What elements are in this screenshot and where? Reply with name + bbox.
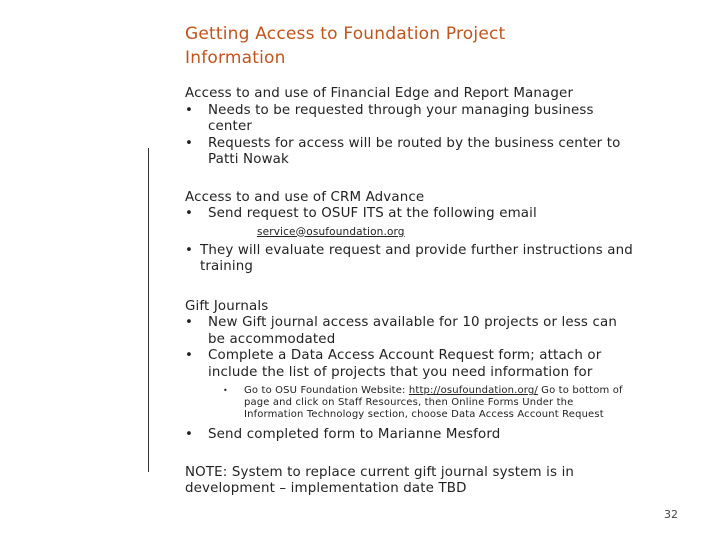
- list-item: [185, 103, 635, 136]
- bullet-icon: •: [185, 427, 194, 442]
- section-heading-financial-edge: Access to and use of Financial Edge and Report Manager: [185, 86, 574, 101]
- list-item-text: Needs to be requested through your managing business center: [208, 102, 594, 134]
- osu-foundation-link[interactable]: http://osufoundation.org/: [408, 385, 538, 396]
- list-item: [185, 136, 635, 169]
- vertical-divider: [148, 148, 149, 472]
- list-item: [185, 315, 635, 348]
- bullet-icon: •: [223, 386, 228, 395]
- page-number: 32: [664, 508, 678, 521]
- sub-item-prefix: Go to OSU Foundation Website:: [244, 385, 409, 396]
- list-item-text: Requests for access will be routed by the business center to Patti Nowak: [208, 135, 621, 167]
- list-item-text: They will evaluate request and provide further instructions and training: [200, 242, 633, 274]
- list-item-text: New Gift journal access available for 10 projects or less can be accommodated: [208, 315, 617, 347]
- email-row: [185, 226, 635, 243]
- bullet-icon: •: [185, 102, 194, 118]
- list-item-text: Complete a Data Access Account Request form; attach or include the list of projects that you need information for: [208, 348, 602, 380]
- sub-item-suffix: Go to bottom of page and click on Staff Resources, then Online Forms Under the Information Technology section, choose Data Access Account Request: [244, 385, 623, 420]
- bullet-icon: •: [185, 206, 194, 221]
- list-item: [185, 243, 635, 276]
- section-heading-crm-advance: Access to and use of CRM Advance: [185, 189, 425, 205]
- list-item-text: Send completed form to Marianne Mesford: [208, 427, 501, 442]
- list-item: [185, 427, 635, 444]
- list-item-text: Send request to OSUF ITS at the following email: [208, 206, 537, 221]
- slide-title: Getting Access to Foundation Project Information: [185, 24, 506, 68]
- bullet-icon: •: [185, 348, 194, 363]
- slide-body: [185, 86, 635, 498]
- list-item: [185, 348, 635, 381]
- email-link[interactable]: service@osufoundation.org: [257, 225, 405, 238]
- bullet-icon: •: [185, 315, 194, 330]
- section-heading-gift-journals: Gift Journals: [185, 298, 269, 314]
- list-item: [185, 206, 635, 223]
- note-text: NOTE: System to replace current gift journal system is in development – implementation date TBD: [185, 464, 575, 496]
- bullet-icon: •: [185, 242, 194, 258]
- sub-list-item: [185, 385, 624, 421]
- bullet-icon: •: [185, 135, 194, 151]
